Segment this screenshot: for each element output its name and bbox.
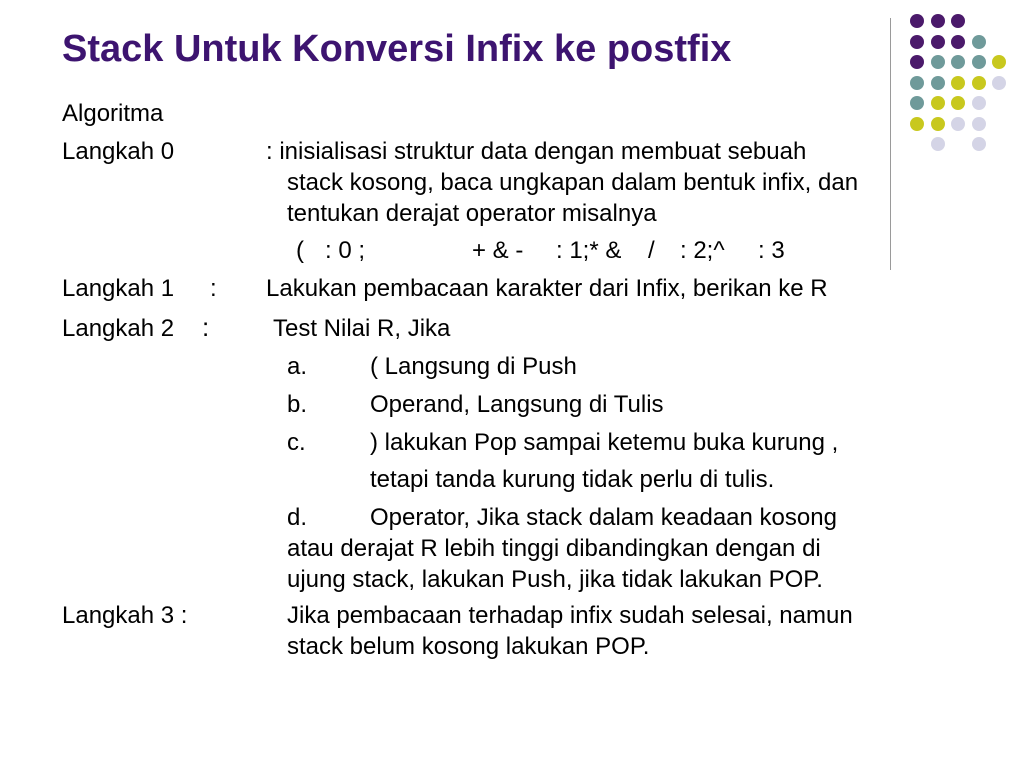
- item-c-marker: c.: [287, 429, 306, 456]
- decorative-dot: [910, 96, 924, 110]
- decorative-dot: [931, 35, 945, 49]
- decorative-dot: [992, 55, 1006, 69]
- step3-label: Langkah 3 :: [62, 602, 188, 629]
- step0-label: Langkah 0: [62, 138, 175, 165]
- decorative-dot: [910, 117, 924, 131]
- precedence-slash: /: [648, 237, 655, 264]
- decorative-dot: [951, 35, 965, 49]
- step2-text: Test Nilai R, Jika: [273, 315, 451, 342]
- step1-label: Langkah 1: [62, 275, 175, 302]
- item-b-marker: b.: [287, 391, 308, 418]
- step0-line2: stack kosong, baca ungkapan dalam bentuk infix, dan: [287, 169, 859, 196]
- decorative-dot: [931, 117, 945, 131]
- decorative-dot: [951, 96, 965, 110]
- algoritma-heading: Algoritma: [62, 100, 164, 127]
- decorative-dot: [931, 55, 945, 69]
- step1-text: Lakukan pembacaan karakter dari Infix, berikan ke R: [266, 275, 828, 302]
- decorative-dot: [992, 76, 1006, 90]
- item-a-text: ( Langsung di Push: [370, 353, 577, 380]
- item-c-text-line2: tetapi tanda kurung tidak perlu di tulis.: [370, 466, 775, 493]
- item-d-text-line3: ujung stack, lakukan Push, jika tidak lakukan POP.: [287, 566, 823, 593]
- decorative-dot: [972, 137, 986, 151]
- decorative-dot: [910, 55, 924, 69]
- decorative-dot: [910, 76, 924, 90]
- item-d-text-line2: atau derajat R lebih tinggi dibandingkan dengan di: [287, 535, 821, 562]
- decorative-dot: [972, 117, 986, 131]
- step1-colon: :: [210, 275, 217, 302]
- decorative-dot: [951, 14, 965, 28]
- decorative-dot: [910, 35, 924, 49]
- item-b-text: Operand, Langsung di Tulis: [370, 391, 664, 418]
- decorative-dot: [972, 35, 986, 49]
- item-d-marker: d.: [287, 504, 308, 531]
- decorative-dot: [972, 55, 986, 69]
- precedence-plus-minus-value: : 1;* &: [556, 237, 622, 264]
- decorative-dot: [910, 14, 924, 28]
- decorative-dot: [972, 96, 986, 110]
- precedence-paren-value: : 0 ;: [325, 237, 366, 264]
- decorative-dot: [931, 137, 945, 151]
- decorative-dot: [931, 96, 945, 110]
- decorative-dot: [931, 76, 945, 90]
- decorative-dot: [951, 76, 965, 90]
- slide-title: Stack Untuk Konversi Infix ke postfix: [62, 28, 732, 70]
- decorative-dot: [951, 55, 965, 69]
- decorative-dot: [931, 14, 945, 28]
- item-a-marker: a.: [287, 353, 308, 380]
- vertical-rule: [890, 18, 891, 270]
- precedence-plus-minus: + & -: [472, 237, 524, 264]
- step0-line3: tentukan derajat operator misalnya: [287, 200, 657, 227]
- step2-label: Langkah 2: [62, 315, 175, 342]
- decorative-dot: [951, 117, 965, 131]
- step3-line1: Jika pembacaan terhadap infix sudah selesai, namun: [287, 602, 853, 629]
- precedence-caret-value: : 3: [758, 237, 785, 264]
- item-c-text-line1: ) lakukan Pop sampai ketemu buka kurung ,: [370, 429, 839, 456]
- dot-grid-decoration: [910, 14, 1010, 164]
- precedence-slash-value: : 2;^: [680, 237, 725, 264]
- step0-line1: : inisialisasi struktur data dengan membuat sebuah: [266, 138, 807, 165]
- step3-line2: stack belum kosong lakukan POP.: [287, 633, 650, 660]
- step2-colon: :: [202, 312, 210, 342]
- decorative-dot: [972, 76, 986, 90]
- item-d-text-line1: Operator, Jika stack dalam keadaan kosong: [370, 504, 837, 531]
- precedence-paren: (: [296, 237, 304, 264]
